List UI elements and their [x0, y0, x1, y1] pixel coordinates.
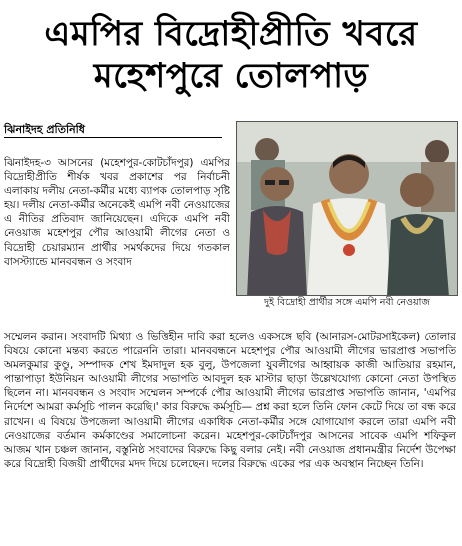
- news-photo-illustration: [237, 122, 458, 296]
- headline: [0, 14, 462, 96]
- news-photo: [236, 121, 458, 296]
- article-body-left-column: ঝিনাইদহ-৩ আসনের (মহেশপুর-কোটচাঁদপুর) এমপির বিদ্রোহীপ্রীতি শীর্ষক খবর প্রকাশের পর নির্বাচনী এলাকায় দলীয় নেতা-কর্মীর মধ্যে ব্যাপক তোলপাড় সৃষ্টি হয়। দলীয় নেতা-কর্মীর অনেকেই এমপি নবী নেওয়াজের এ নীতির প্রতিবাদ জানিয়েছেন। এদিকে এমপি নবী নেওয়াজ মহেশপুর পৌর আওয়ামী লীগের নেতা ও বিদ্রোহী চেয়ারম্যান প্রার্থীর সমর্থকদের দিয়ে গতকাল বাসস্ট্যান্ডে মানববন্ধন ও সংবাদ: [4, 157, 230, 268]
- byline-divider: [4, 137, 222, 138]
- headline-line-2: মহেশপুরে তোলপাড়: [93, 56, 369, 96]
- headline-line-1: এমপির বিদ্রোহীপ্রীতি খবরে: [44, 14, 418, 54]
- byline: ঝিনাইদহ প্রতিনিধি: [4, 123, 85, 136]
- photo-caption: দুই বিদ্রোহী প্রার্থীর সঙ্গে এমপি নবী নেওয়াজ: [264, 297, 430, 308]
- article-body-full-width: সম্মেলন করান। সংবাদটি মিথ্যা ও ভিত্তিহীন দাবি করা হলেও একসঙ্গে ছবি (আনারস-মোটরসাইকেল) তোলার বিষয়ে কোনো মন্তব্য করতে পারেননি তারা। মানববন্ধনে মহেশপুর পৌর আওয়ামী লীগের ভারপ্রাপ্ত সভাপতি অমলকুমার কুণ্ডু, সম্পাদক শেখ ইমদাদুল হক বুলু, উপজেলা যুবলীগের আহ্বায়ক কাজী আতিয়ার রহমান, পান্তাপাড়া ইউনিয়ন আওয়ামী লীগের সভাপতি আবদুল হক মাস্টার ছাড়া উল্লেখযোগ্য কোনো নেতা উপস্থিত ছিলেন না। মানববন্ধন ও সংবাদ সম্মেলন সম্পর্কে পৌর আওয়ামী লীগের ভারপ্রাপ্ত সভাপতি জানান, 'এমপির নির্দেশে আমরা কর্মসূচি পালন করেছি।' কার বিরুদ্ধে কর্মসূচি— প্রশ্ন করা হলে তিনি ফোন কেটে দিয়ে তা বন্ধ করে রাখেন। এ বিষয়ে উপজেলা আওয়ামী লীগের একাধিক নেতা-কর্মীর সঙ্গে যোগাযোগ করলে তারা এমপি নবী নেওয়াজের বর্তমান কর্মকাণ্ডের সমালোচনা করেন। মহেশপুর-কোটচাঁদপুর আসনের সাবেক এমপি শফিকুল আজম খান চঞ্চল জানান, বস্তুনিষ্ঠ সংবাদের বিরুদ্ধে কিছু বলার নেই। নবী নেওয়াজ প্রধানমন্ত্রীর নির্দেশ উপেক্ষা করে বিদ্রোহী বিজয়ী প্রার্থীদের মদদ দিয়ে চলেছেন। দলের বিরুদ্ধে একের পর এক অবস্থান নিচ্ছেন তিনি।: [4, 331, 456, 470]
